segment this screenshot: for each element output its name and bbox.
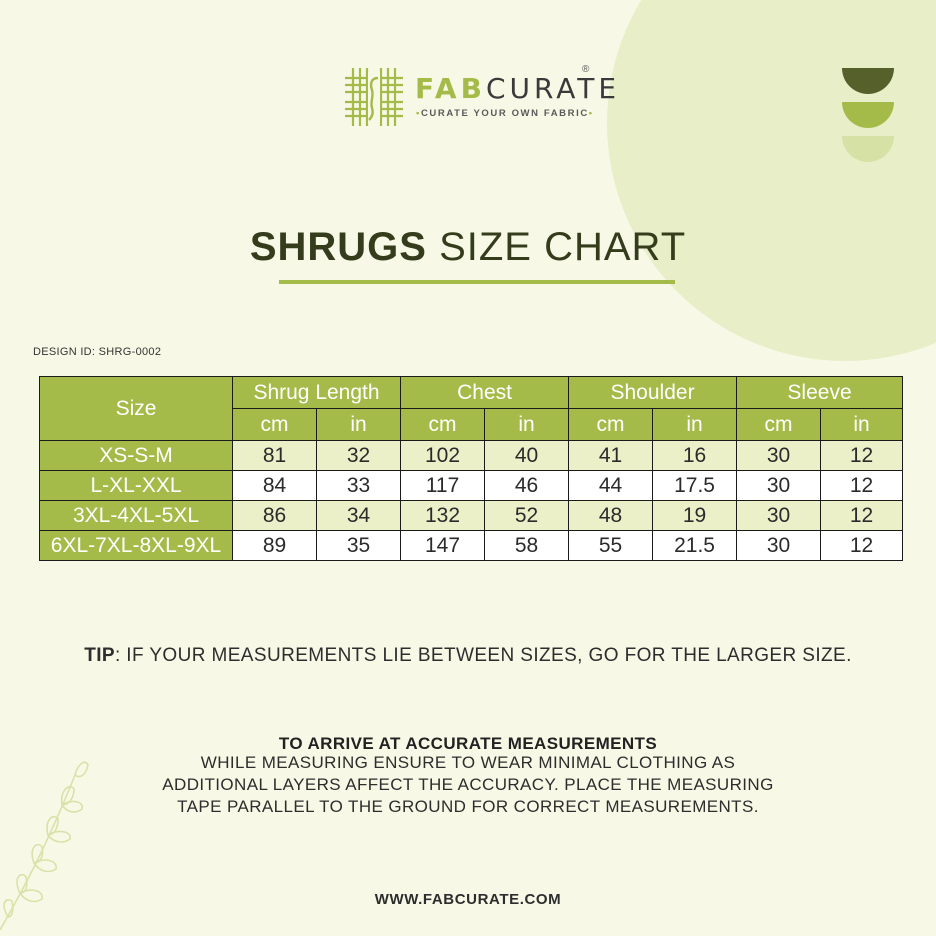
tip-body: : IF YOUR MEASUREMENTS LIE BETWEEN SIZES, GO FOR THE LARGER SIZE. — [114, 645, 852, 666]
measurements-body — [0, 752, 936, 818]
value-cell: 12 — [821, 441, 903, 471]
size-cell: L-XL-XXL — [40, 471, 233, 501]
group-header: Shoulder — [569, 377, 737, 409]
value-cell: 32 — [317, 441, 401, 471]
value-cell: 147 — [401, 531, 485, 561]
value-cell: 132 — [401, 501, 485, 531]
value-cell: 52 — [485, 501, 569, 531]
value-cell: 33 — [317, 471, 401, 501]
value-cell: 17.5 — [653, 471, 737, 501]
leaf-branch-icon — [0, 755, 110, 936]
table-row — [40, 501, 903, 531]
value-cell: 12 — [821, 531, 903, 561]
value-cell: 117 — [401, 471, 485, 501]
value-cell: 102 — [401, 441, 485, 471]
value-cell: 16 — [653, 441, 737, 471]
group-header: Shrug Length — [233, 377, 401, 409]
value-cell: 81 — [233, 441, 317, 471]
value-cell: 89 — [233, 531, 317, 561]
value-cell: 46 — [485, 471, 569, 501]
size-cell: XS-S-M — [40, 441, 233, 471]
value-cell: 30 — [737, 531, 821, 561]
value-cell: 30 — [737, 471, 821, 501]
table-row — [40, 441, 903, 471]
group-header-row — [40, 377, 903, 409]
unit-header: cm — [569, 409, 653, 441]
unit-header: in — [821, 409, 903, 441]
unit-header: cm — [737, 409, 821, 441]
value-cell: 12 — [821, 501, 903, 531]
background-circle — [607, 0, 936, 361]
title-underline — [279, 280, 675, 284]
value-cell: 40 — [485, 441, 569, 471]
measurements-line: WHILE MEASURING ENSURE TO WEAR MINIMAL CLOTHING AS — [200, 753, 736, 772]
value-cell: 34 — [317, 501, 401, 531]
value-cell: 86 — [233, 501, 317, 531]
value-cell: 84 — [233, 471, 317, 501]
value-cell: 30 — [737, 441, 821, 471]
table-row — [40, 531, 903, 561]
size-cell: 6XL-7XL-8XL-9XL — [40, 531, 233, 561]
group-header: Chest — [401, 377, 569, 409]
registered-mark: ® — [582, 64, 590, 75]
size-cell: 3XL-4XL-5XL — [40, 501, 233, 531]
website-link[interactable]: WWW.FABCURATE.COM — [374, 891, 562, 908]
brand-logo[interactable] — [343, 64, 621, 128]
value-cell: 19 — [653, 501, 737, 531]
value-cell: 30 — [737, 501, 821, 531]
measurements-line: TAPE PARALLEL TO THE GROUND FOR CORRECT MEASUREMENTS. — [177, 797, 759, 816]
value-cell: 48 — [569, 501, 653, 531]
size-chart-table — [39, 376, 903, 561]
fabric-grid-logo-icon — [343, 66, 405, 128]
brand-name: FABCURATE — [415, 72, 621, 105]
unit-header: in — [485, 409, 569, 441]
page-title: SHRUGS SIZE CHART — [249, 225, 687, 269]
size-header: Size — [40, 377, 233, 441]
value-cell: 55 — [569, 531, 653, 561]
unit-header: cm — [233, 409, 317, 441]
unit-header: in — [317, 409, 401, 441]
unit-header: in — [653, 409, 737, 441]
value-cell: 35 — [317, 531, 401, 561]
brand-tagline: •CURATE YOUR OWN FABRIC• — [416, 108, 594, 119]
value-cell: 58 — [485, 531, 569, 561]
value-cell: 41 — [569, 441, 653, 471]
group-header: Sleeve — [737, 377, 903, 409]
tip-text — [0, 645, 936, 667]
value-cell: 44 — [569, 471, 653, 501]
tip-label: TIP — [84, 645, 115, 666]
measurements-title: TO ARRIVE AT ACCURATE MEASUREMENTS — [278, 734, 658, 753]
design-id: DESIGN ID: SHRG-0002 — [33, 346, 162, 358]
table-row — [40, 471, 903, 501]
measurements-line: ADDITIONAL LAYERS AFFECT THE ACCURACY. PLACE THE MEASURING — [162, 775, 774, 794]
value-cell: 12 — [821, 471, 903, 501]
value-cell: 21.5 — [653, 531, 737, 561]
unit-header: cm — [401, 409, 485, 441]
